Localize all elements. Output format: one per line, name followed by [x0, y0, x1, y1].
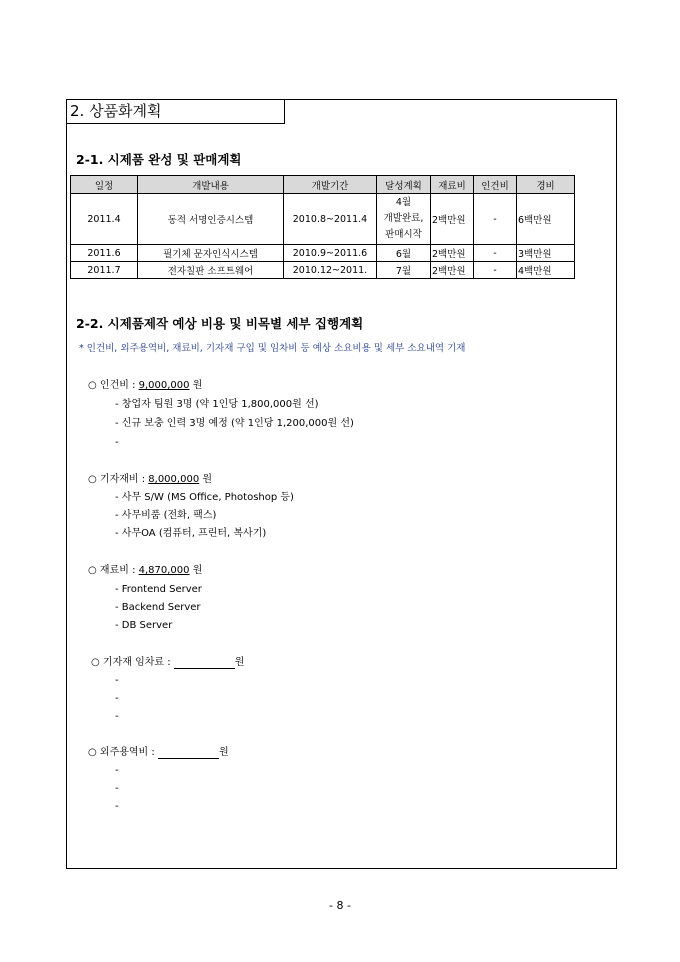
table-cell: 2011.6 [71, 245, 138, 262]
table-cell: 필기체 문자인식시스템 [138, 245, 284, 262]
header-cell: 재료비 [431, 176, 474, 194]
table-cell: 2010.9~2011.6 [284, 245, 377, 262]
table-cell: 2010.12~2011. [284, 262, 377, 279]
table-cell: 6월 [377, 245, 431, 262]
cost-unit: 원 [234, 657, 245, 668]
detail-line: - [115, 693, 119, 704]
cost-unit: 원 [192, 380, 203, 391]
plan-table [70, 175, 575, 279]
subsection-title-2-2: 2-2. 시제품제작 예상 비용 및 비목별 세부 집행계획 [76, 316, 364, 331]
document-frame [66, 99, 617, 869]
table-row [71, 262, 575, 279]
table-cell: 7월 [377, 262, 431, 279]
subsection-title-2-1: 2-1. 시제품 완성 및 판매계획 [76, 152, 242, 167]
table-cell: 전자칠판 소프트웨어 [138, 262, 284, 279]
table-cell: 2010.8~2011.4 [284, 194, 377, 245]
header-cell: 인건비 [474, 176, 517, 194]
cost-amount: 8,000,000 [148, 474, 200, 485]
header-cell: 경비 [517, 176, 575, 194]
cost-item-outsourcing [88, 746, 229, 759]
amount-blank [158, 747, 219, 759]
detail-line: - 신규 보충 인력 3명 예정 (약 1인당 1,200,000원 선) [115, 418, 354, 429]
table-cell: 6백만원 [517, 194, 575, 245]
detail-line: - 창업자 팀원 3명 (약 1인당 1,800,000원 선) [115, 399, 319, 410]
header-cell: 일정 [71, 176, 138, 194]
table-cell: 2011.7 [71, 262, 138, 279]
table-cell: - [474, 262, 517, 279]
detail-line: - [115, 765, 119, 776]
detail-line: - [115, 675, 119, 686]
table-cell: - [474, 245, 517, 262]
detail-line: - [115, 801, 119, 812]
cost-unit: 원 [192, 565, 203, 576]
table-cell: 4백만원 [517, 262, 575, 279]
page-number: - 8 - [329, 899, 351, 912]
cost-item-equipment-rental [91, 656, 244, 669]
instruction-note: * 인건비, 외주용역비, 재료비, 기자재 구입 및 임차비 등 예상 소요비용 및 세부 소요내역 기재 [79, 343, 466, 354]
cost-unit: 원 [218, 747, 229, 758]
header-cell: 개발내용 [138, 176, 284, 194]
section-title: 2. 상품화계획 [67, 100, 285, 124]
cost-label: ○ 인건비 : [88, 380, 139, 391]
table-cell: - [474, 194, 517, 245]
detail-line: - [115, 437, 119, 448]
detail-line: - Backend Server [115, 602, 201, 613]
table-cell: 2백만원 [431, 262, 474, 279]
cost-label: ○ 기자재비 : [88, 474, 149, 485]
cost-label: ○ 기자재 임차료 : [91, 657, 174, 668]
table-cell: 2011.4 [71, 194, 138, 245]
cost-label: ○ 외주용역비 : [88, 747, 158, 758]
amount-blank [174, 657, 235, 669]
table-header-row [71, 176, 575, 194]
detail-line: - Frontend Server [115, 584, 202, 595]
cost-amount: 4,870,000 [138, 565, 190, 576]
table-cell: 2백만원 [431, 245, 474, 262]
table-cell: 2백만원 [431, 194, 474, 245]
cost-label: ○ 재료비 : [88, 565, 139, 576]
cost-amount: 9,000,000 [138, 380, 190, 391]
table-cell: 동적 서명인증시스템 [138, 194, 284, 245]
detail-line: - 사무 S/W (MS Office, Photoshop 등) [115, 492, 294, 503]
header-cell: 달성계획 [377, 176, 431, 194]
cost-unit: 원 [202, 474, 213, 485]
detail-line: - DB Server [115, 620, 173, 631]
cost-item-labor [88, 379, 202, 392]
cost-item-materials [88, 564, 202, 577]
detail-line: - [115, 783, 119, 794]
table-cell: 3백만원 [517, 245, 575, 262]
cost-item-equipment [88, 473, 212, 486]
table-row [71, 245, 575, 262]
table-cell: 4월 개발완료, 판매시작 [377, 194, 431, 245]
detail-line: - 사무OA (컴퓨터, 프린터, 복사기) [115, 528, 267, 539]
detail-line: - [115, 711, 119, 722]
header-cell: 개발기간 [284, 176, 377, 194]
table-row [71, 194, 575, 245]
detail-line: - 사무비품 (전화, 팩스) [115, 510, 217, 521]
